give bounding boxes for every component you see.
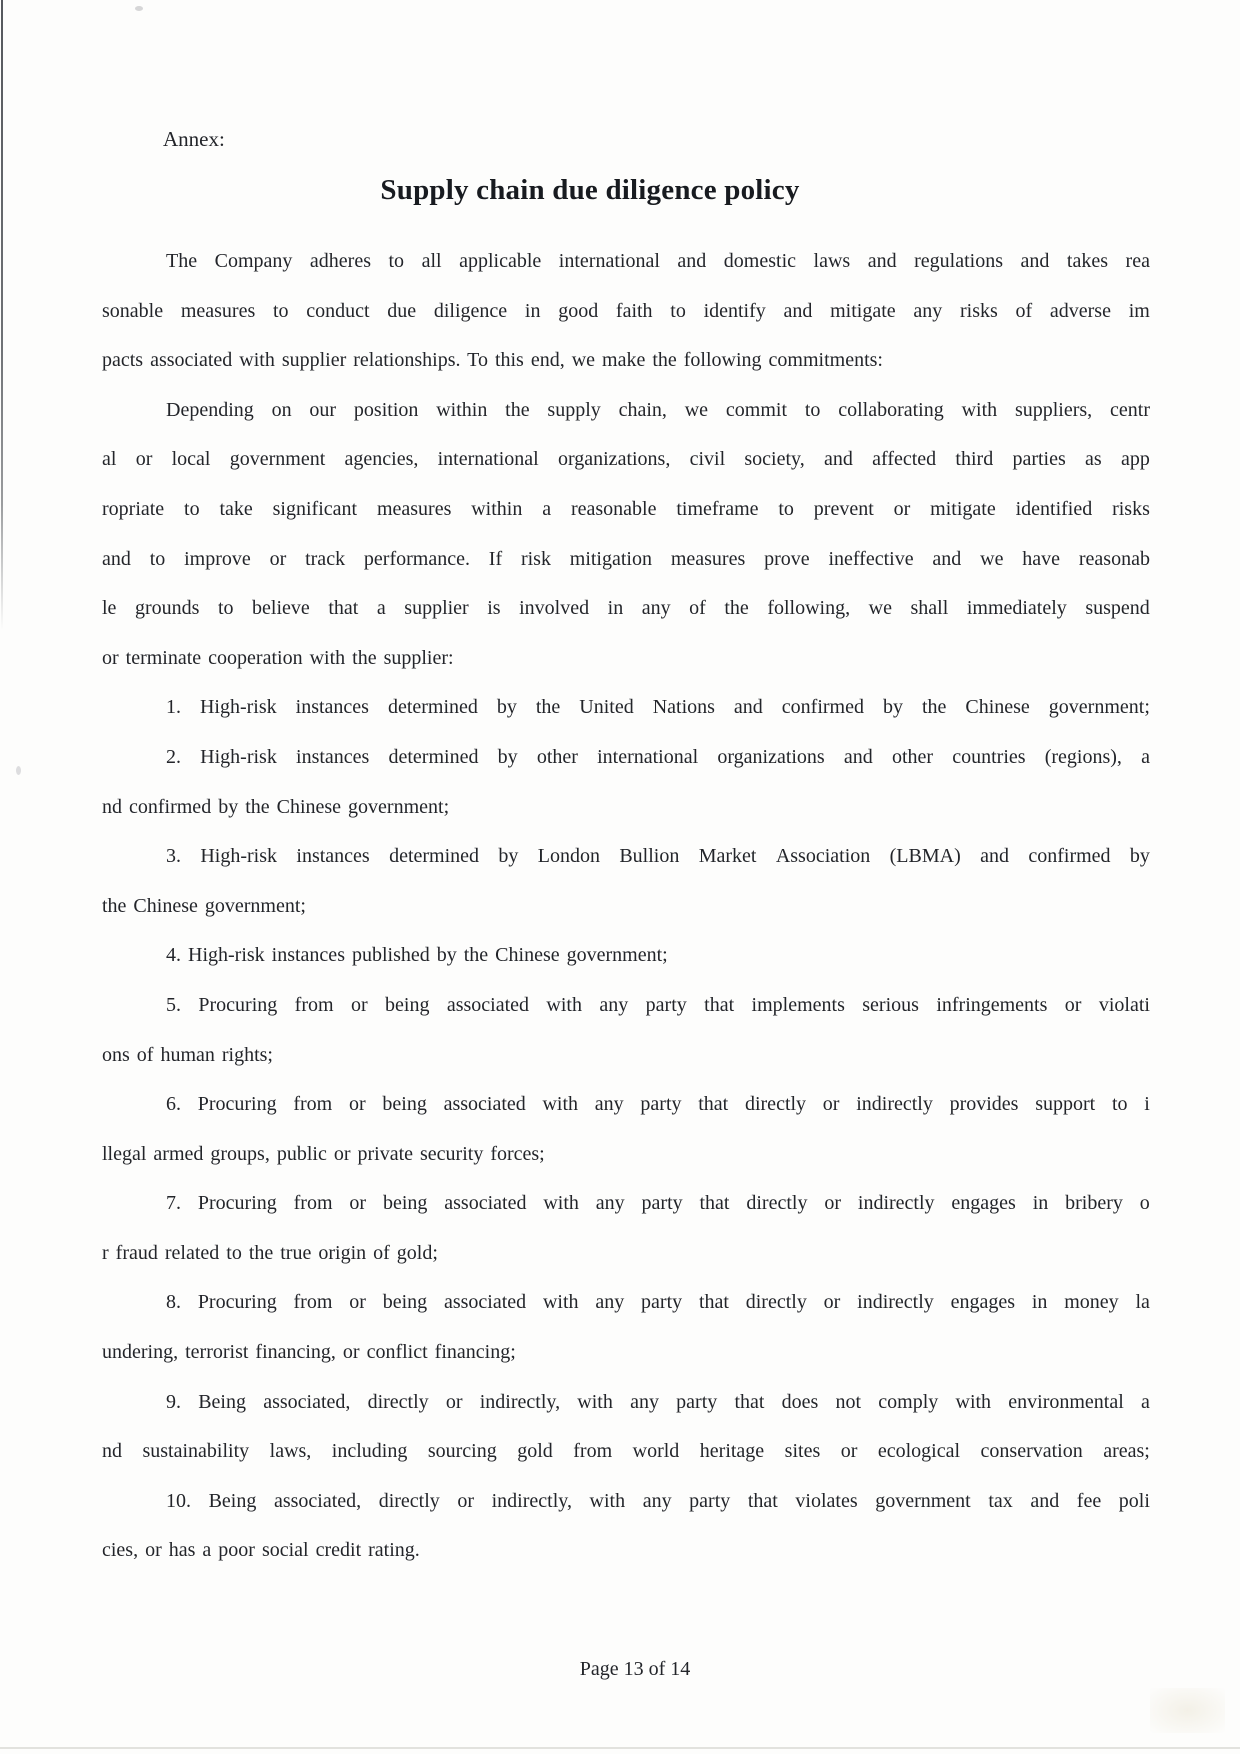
text-line: and to improve or track performance. If risk mitigation measures prove ineffective and we have reasonab	[102, 547, 1150, 570]
text-line: 6. Procuring from or being associated with any party that directly or indirectly provides support to i	[166, 1093, 1150, 1116]
text-line: ons of human rights;	[102, 1043, 273, 1066]
text-line: 5. Procuring from or being associated with any party that implements serious infringements or violati	[166, 993, 1150, 1016]
text-line: cies, or has a poor social credit rating.	[102, 1539, 420, 1562]
text-line: 1. High-risk instances determined by the United Nations and confirmed by the Chinese government;	[166, 696, 1150, 719]
text-line: The Company adheres to all applicable international and domestic laws and regulations and takes rea	[166, 250, 1150, 272]
page-title: Supply chain due diligence policy	[380, 174, 800, 206]
text-line: r fraud related to the true origin of gold;	[102, 1241, 438, 1264]
text-line: 4. High-risk instances published by the Chinese government;	[166, 944, 668, 967]
page-number-footer: Page 13 of 14	[579, 1658, 691, 1680]
text-line: 8. Procuring from or being associated with any party that directly or indirectly engages in money la	[166, 1291, 1150, 1314]
text-line: undering, terrorist financing, or conflict financing;	[102, 1341, 516, 1364]
scan-edge-bottom-artifact	[0, 1747, 1240, 1749]
text-line: ropriate to take significant measures within a reasonable timeframe to prevent or mitigate identified risks	[102, 497, 1150, 520]
document-body	[102, 237, 1150, 1576]
scan-edge-left-artifact	[1, 0, 3, 630]
text-line: Depending on our position within the supply chain, we commit to collaborating with suppliers, centr	[166, 398, 1150, 421]
scan-smudge-artifact	[1150, 1688, 1225, 1733]
text-line: llegal armed groups, public or private security forces;	[102, 1142, 545, 1165]
text-line: 10. Being associated, directly or indirectly, with any party that violates government tax and fee poli	[166, 1489, 1150, 1512]
text-line: al or local government agencies, international organizations, civil society, and affected third parties as app	[102, 448, 1150, 471]
text-line: the Chinese government;	[102, 894, 306, 917]
text-line: or terminate cooperation with the supplier:	[102, 646, 454, 669]
text-line: 2. High-risk instances determined by other international organizations and other countries (regions), a	[166, 745, 1150, 768]
text-line: pacts associated with supplier relationships. To this end, we make the following commitments:	[102, 349, 883, 372]
text-line: 9. Being associated, directly or indirectly, with any party that does not comply with environmental a	[166, 1390, 1150, 1413]
annex-label: Annex:	[163, 127, 225, 151]
text-line: le grounds to believe that a supplier is involved in any of the following, we shall immediately suspend	[102, 597, 1150, 620]
text-line: nd sustainability laws, including sourcing gold from world heritage sites or ecological conservation areas;	[102, 1440, 1150, 1463]
text-line: 3. High-risk instances determined by London Bullion Market Association (LBMA) and confirmed by	[166, 845, 1150, 868]
text-line: sonable measures to conduct due diligence in good faith to identify and mitigate any risks of adverse im	[102, 299, 1150, 322]
text-line: 7. Procuring from or being associated with any party that directly or indirectly engages in bribery o	[166, 1192, 1150, 1215]
scan-speck-artifact	[135, 6, 143, 11]
text-line: nd confirmed by the Chinese government;	[102, 795, 450, 818]
scan-speck-artifact	[16, 766, 21, 775]
